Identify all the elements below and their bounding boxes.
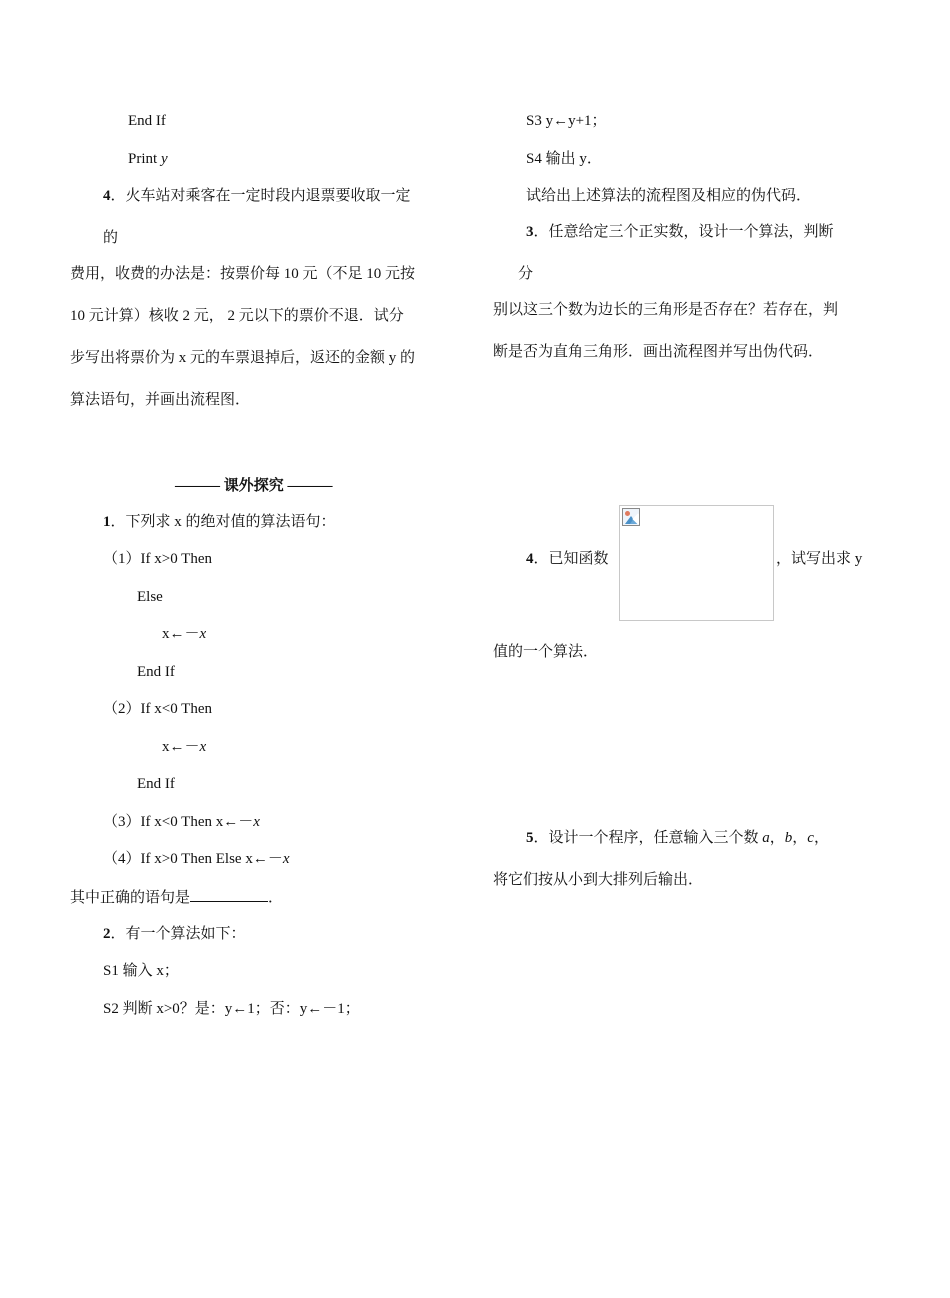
exploration-1 <box>103 512 336 532</box>
separator: ， <box>769 830 785 846</box>
step-s3: S3 y←y+1； <box>526 113 607 129</box>
question-text: ．任意给定三个正实数，设计一个算法，判断 <box>533 224 834 240</box>
question-number: 4 <box>103 188 111 204</box>
question-text: ．有一个算法如下： <box>110 926 246 942</box>
answer-suffix: ． <box>268 890 284 906</box>
assign-variable: x <box>253 814 260 830</box>
answer-line <box>70 887 283 908</box>
option-2-if: （2）If x<0 Then <box>103 701 212 717</box>
assign-text: x←－ <box>162 739 200 755</box>
variable-a: a <box>762 830 770 846</box>
option-1-else: Else <box>137 589 163 605</box>
option-text: （4）If x>0 Then Else x←－ <box>103 851 283 867</box>
question-4-right-line-2: 值的一个算法． <box>493 644 599 660</box>
option-text: （3）If x<0 Then x←－ <box>103 814 254 830</box>
question-text: ．已知函数 <box>533 551 609 567</box>
question-4-line-4: 10 元计算）核收 2 元， 2 元以下的票价不退．试分 <box>70 308 404 324</box>
question-number: 5 <box>526 830 534 846</box>
assign-variable: x <box>199 626 207 642</box>
step-s1: S1 输入 x； <box>103 963 179 979</box>
formula-image-placeholder <box>619 505 774 621</box>
variable-b: b <box>784 830 793 846</box>
question-4-line-1 <box>103 186 411 206</box>
question-3-line-2: 分 <box>518 266 534 282</box>
question-4-line-2: 的 <box>103 230 119 246</box>
option-2-assign <box>162 737 206 757</box>
question-text: ．下列求 x 的绝对值的算法语句： <box>110 514 336 530</box>
assign-text: x←－ <box>162 626 200 642</box>
question-5-line-2: 将它们按从小到大排列后输出． <box>493 872 704 888</box>
question-4-right-pre <box>526 549 609 569</box>
question-4-line-3: 费用，收费的办法是：按票价每 10 元（不足 10 元按 <box>70 266 416 282</box>
question-number: 1 <box>103 514 111 530</box>
step-s2: S2 判断 x>0？是：y←1；否：y←－1； <box>103 1001 360 1017</box>
option-1-end-if: End If <box>137 664 175 680</box>
assign-variable: x <box>282 851 290 867</box>
option-1-assign <box>162 624 206 644</box>
question-text: ．火车站对乘客在一定时段内退票要收取一定 <box>110 188 411 204</box>
instruction: 试给出上述算法的流程图及相应的伪代码． <box>526 188 812 204</box>
separator: ， <box>813 830 829 846</box>
answer-blank <box>190 887 268 902</box>
code-end-if: End If <box>128 113 166 129</box>
step-s4: S4 输出 y． <box>526 151 602 167</box>
question-number: 3 <box>526 224 534 240</box>
exploration-2 <box>103 924 246 944</box>
question-5-line-1 <box>526 828 829 848</box>
question-number: 2 <box>103 926 111 942</box>
variable-c: c <box>807 830 814 846</box>
print-variable: y <box>160 151 168 167</box>
question-4-line-5: 步写出将票价为 x 元的车票退掉后，返还的金额 y 的 <box>70 350 416 366</box>
question-number: 4 <box>526 551 534 567</box>
option-1-if: （1）If x>0 Then <box>103 551 212 567</box>
question-3-line-1 <box>526 222 834 242</box>
print-keyword: Print <box>128 151 161 167</box>
option-3 <box>103 812 260 832</box>
question-4-right-post: ，试写出求 y <box>776 551 863 567</box>
assign-variable: x <box>199 739 207 755</box>
answer-prompt: 其中正确的语句是 <box>70 890 191 906</box>
question-text: ．设计一个程序，任意输入三个数 <box>533 830 763 846</box>
code-print <box>128 149 168 169</box>
option-2-end-if: End If <box>137 776 175 792</box>
option-4 <box>103 849 290 869</box>
section-title: ——— 课外探究 ——— <box>175 478 333 494</box>
broken-image-icon <box>622 508 640 526</box>
question-3-line-4: 断是否为直角三角形．画出流程图并写出伪代码． <box>493 344 824 360</box>
question-4-line-6: 算法语句，并画出流程图． <box>70 392 251 408</box>
separator: ， <box>792 830 808 846</box>
question-3-line-3: 别以这三个数为边长的三角形是否存在？若存在，判 <box>493 302 839 318</box>
